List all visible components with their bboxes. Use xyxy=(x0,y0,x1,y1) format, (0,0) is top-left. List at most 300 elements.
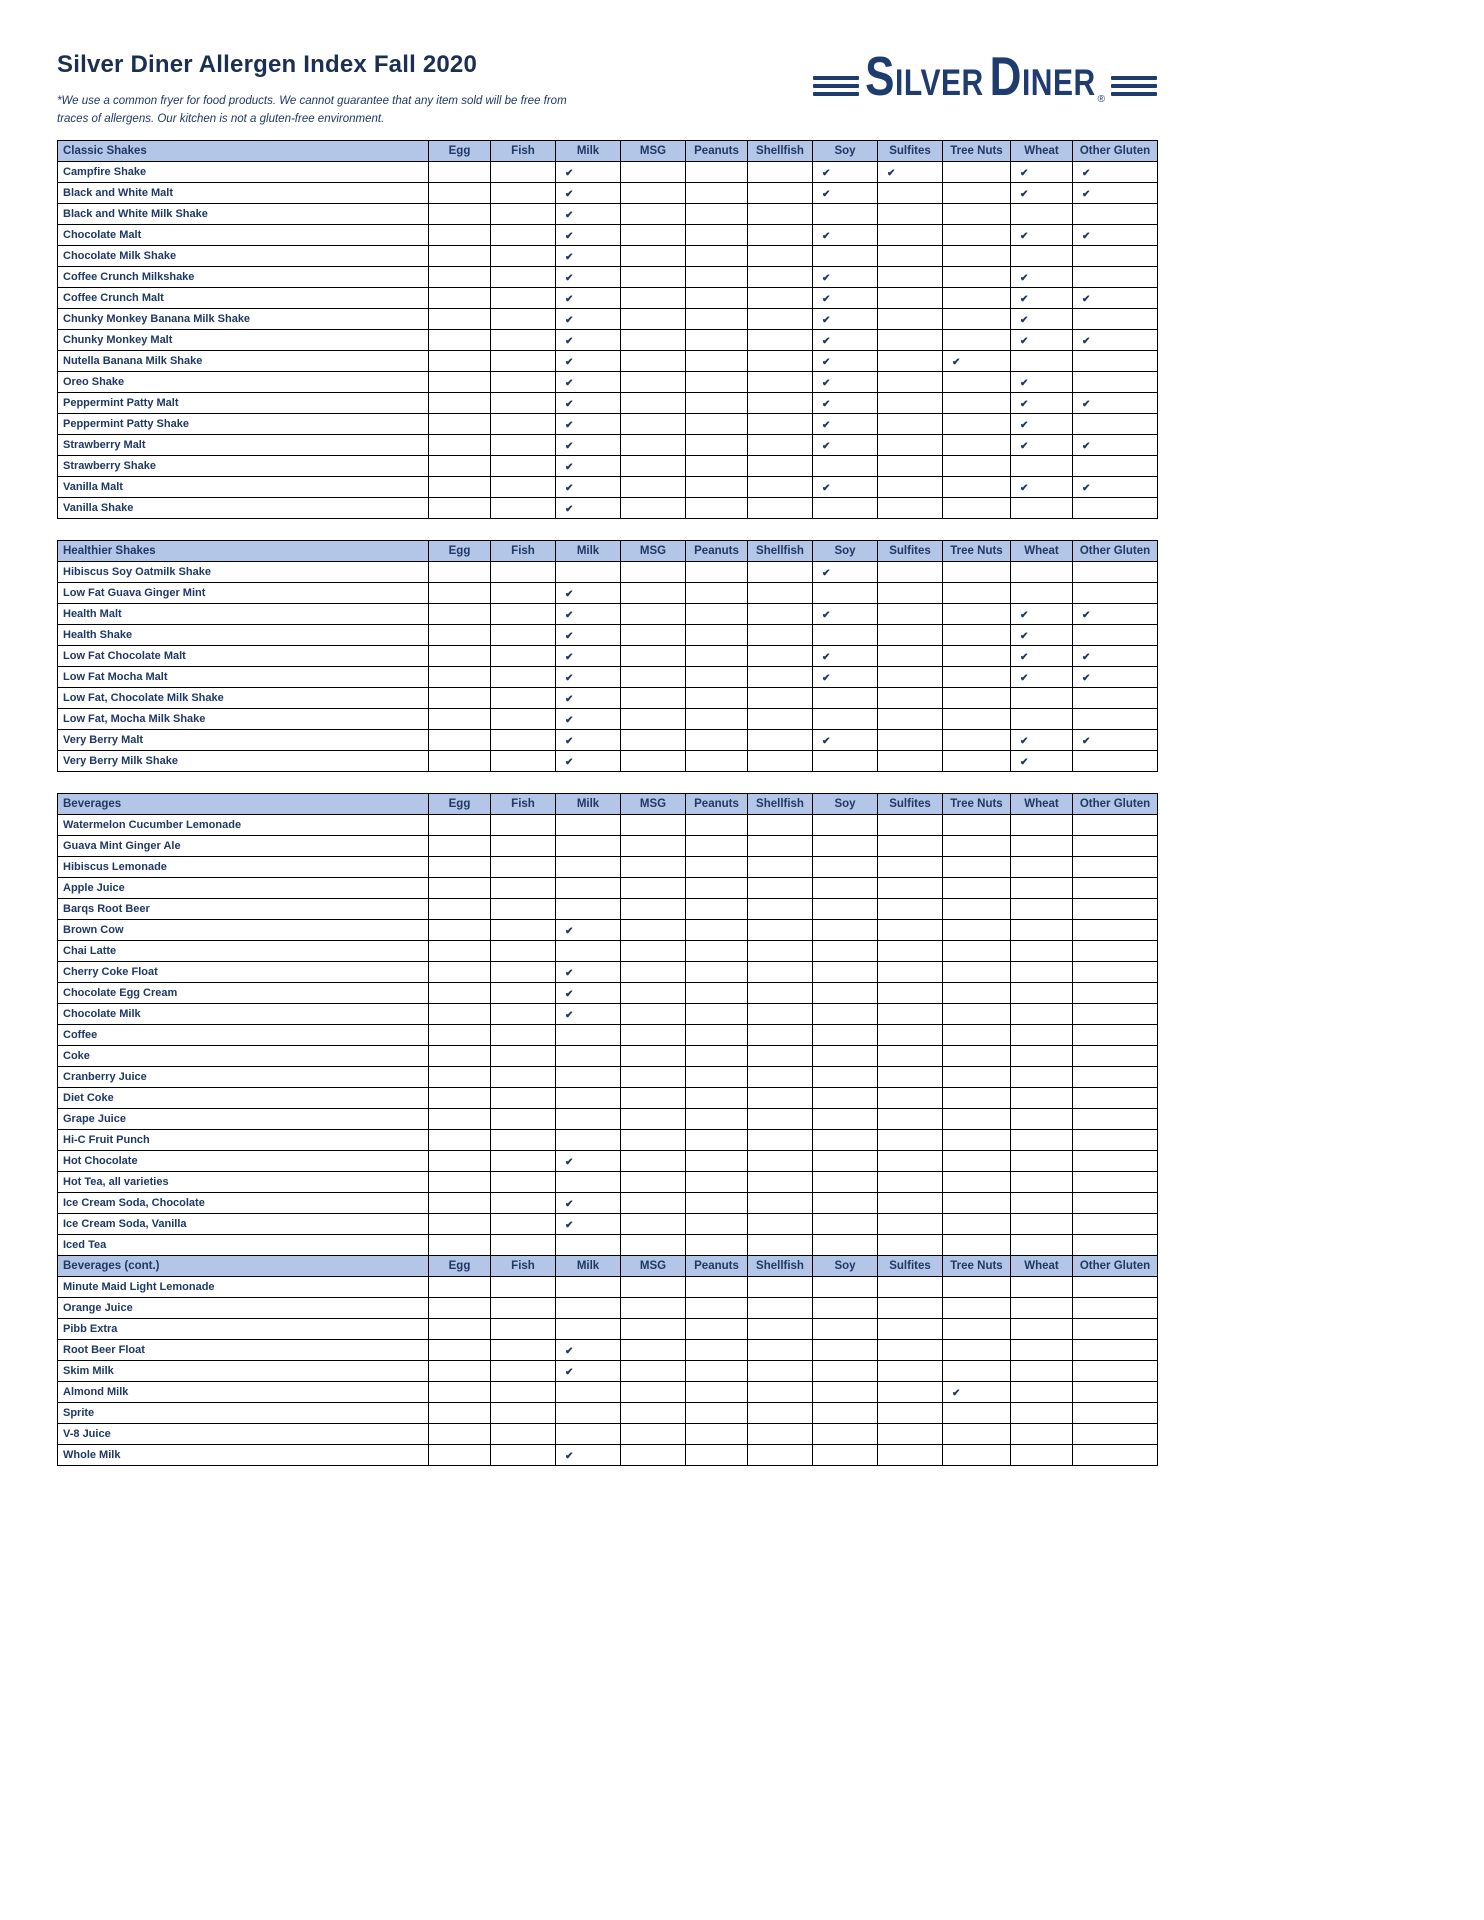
allergen-cell-msg-empty xyxy=(621,836,686,857)
check-icon: ✔ xyxy=(822,568,831,579)
allergen-cell-sulfites-empty xyxy=(878,1340,943,1361)
allergen-cell-shellfish-empty xyxy=(748,1235,813,1256)
allergen-cell-fish-empty xyxy=(491,962,556,983)
item-row-sprite xyxy=(58,1403,1158,1424)
logo-speed-lines-right-icon xyxy=(1111,76,1157,96)
allergen-cell-milk-checked xyxy=(556,625,621,646)
allergen-cell-soy-empty xyxy=(813,1340,878,1361)
item-row-almond-milk xyxy=(58,1382,1158,1403)
allergen-cell-soy-empty xyxy=(813,1445,878,1466)
allergen-cell-msg-empty xyxy=(621,1277,686,1298)
allergen-cell-peanuts-empty xyxy=(686,899,748,920)
item-row-hi-c-fruit-punch xyxy=(58,1130,1158,1151)
check-icon: ✔ xyxy=(1020,420,1029,431)
allergen-cell-tree-nuts-empty xyxy=(943,709,1011,730)
item-row-watermelon-cucumber-lemonade xyxy=(58,815,1158,836)
allergen-cell-wheat-checked xyxy=(1011,372,1073,393)
item-row-chocolate-milk xyxy=(58,1004,1158,1025)
item-name: V-8 Juice xyxy=(58,1424,429,1445)
allergen-cell-sulfites-empty xyxy=(878,246,943,267)
allergen-cell-other-gluten-empty xyxy=(1073,414,1158,435)
check-icon: ✔ xyxy=(1020,336,1029,347)
allergen-cell-msg-empty xyxy=(621,941,686,962)
allergen-cell-other-gluten-checked xyxy=(1073,162,1158,183)
allergen-cell-fish-empty xyxy=(491,1277,556,1298)
allergen-cell-egg-empty xyxy=(429,288,491,309)
item-row-v-8-juice xyxy=(58,1424,1158,1445)
logo-word: SILVER xyxy=(865,46,984,108)
allergen-cell-fish-empty xyxy=(491,583,556,604)
allergen-cell-fish-empty xyxy=(491,372,556,393)
item-row-peppermint-patty-malt xyxy=(58,393,1158,414)
allergen-cell-milk-checked xyxy=(556,498,621,519)
allergen-cell-sulfites-empty xyxy=(878,836,943,857)
allergen-cell-wheat-empty xyxy=(1011,1424,1073,1445)
allergen-cell-peanuts-empty xyxy=(686,204,748,225)
item-row-very-berry-milk-shake xyxy=(58,751,1158,772)
allergen-cell-shellfish-empty xyxy=(748,836,813,857)
allergen-cell-msg-empty xyxy=(621,351,686,372)
allergen-cell-tree-nuts-empty xyxy=(943,183,1011,204)
item-name: Chocolate Malt xyxy=(58,225,429,246)
allergen-cell-tree-nuts-empty xyxy=(943,836,1011,857)
allergen-cell-shellfish-empty xyxy=(748,941,813,962)
allergen-cell-fish-empty xyxy=(491,562,556,583)
column-header-milk: Milk xyxy=(556,794,621,815)
allergen-cell-peanuts-empty xyxy=(686,330,748,351)
allergen-cell-egg-empty xyxy=(429,983,491,1004)
item-row-black-and-white-milk-shake xyxy=(58,204,1158,225)
item-row-chocolate-milk-shake xyxy=(58,246,1158,267)
allergen-cell-tree-nuts-empty xyxy=(943,899,1011,920)
allergen-cell-egg-empty xyxy=(429,267,491,288)
allergen-cell-fish-empty xyxy=(491,498,556,519)
allergen-cell-egg-empty xyxy=(429,1445,491,1466)
allergen-cell-fish-empty xyxy=(491,730,556,751)
column-header-egg: Egg xyxy=(429,541,491,562)
allergen-cell-soy-checked xyxy=(813,183,878,204)
allergen-cell-peanuts-empty xyxy=(686,351,748,372)
column-header-egg: Egg xyxy=(429,794,491,815)
allergen-cell-milk-empty xyxy=(556,1319,621,1340)
allergen-cell-peanuts-empty xyxy=(686,709,748,730)
allergen-cell-tree-nuts-empty xyxy=(943,456,1011,477)
column-header-soy: Soy xyxy=(813,1256,878,1277)
allergen-cell-fish-empty xyxy=(491,477,556,498)
allergen-cell-soy-empty xyxy=(813,1193,878,1214)
check-icon: ✔ xyxy=(565,294,574,305)
allergen-cell-wheat-empty xyxy=(1011,1046,1073,1067)
allergen-cell-other-gluten-empty xyxy=(1073,1046,1158,1067)
allergen-cell-other-gluten-empty xyxy=(1073,1298,1158,1319)
section-title-healthier-shakes: Healthier Shakes xyxy=(58,541,429,562)
allergen-cell-milk-empty xyxy=(556,899,621,920)
allergen-cell-tree-nuts-empty xyxy=(943,562,1011,583)
allergen-cell-tree-nuts-empty xyxy=(943,646,1011,667)
column-header-wheat: Wheat xyxy=(1011,541,1073,562)
allergen-cell-msg-empty xyxy=(621,414,686,435)
allergen-cell-other-gluten-empty xyxy=(1073,983,1158,1004)
allergen-cell-sulfites-empty xyxy=(878,393,943,414)
item-name: Coffee Crunch Milkshake xyxy=(58,267,429,288)
allergen-cell-other-gluten-empty xyxy=(1073,625,1158,646)
allergen-cell-peanuts-empty xyxy=(686,162,748,183)
allergen-cell-egg-empty xyxy=(429,751,491,772)
allergen-cell-tree-nuts-empty xyxy=(943,625,1011,646)
allergen-cell-milk-empty xyxy=(556,1067,621,1088)
allergen-cell-wheat-checked xyxy=(1011,225,1073,246)
allergen-cell-tree-nuts-empty xyxy=(943,983,1011,1004)
allergen-cell-msg-empty xyxy=(621,1193,686,1214)
allergen-cell-tree-nuts-empty xyxy=(943,1004,1011,1025)
allergen-cell-other-gluten-empty xyxy=(1073,1025,1158,1046)
allergen-cell-peanuts-empty xyxy=(686,751,748,772)
item-name: Watermelon Cucumber Lemonade xyxy=(58,815,429,836)
allergen-cell-peanuts-empty xyxy=(686,225,748,246)
column-header-soy: Soy xyxy=(813,141,878,162)
allergen-cell-egg-empty xyxy=(429,162,491,183)
registered-trademark-icon: ® xyxy=(1097,94,1105,105)
allergen-cell-msg-empty xyxy=(621,709,686,730)
item-name: Black and White Milk Shake xyxy=(58,204,429,225)
check-icon: ✔ xyxy=(822,168,831,179)
allergen-cell-milk-checked xyxy=(556,351,621,372)
allergen-cell-soy-checked xyxy=(813,730,878,751)
allergen-cell-msg-empty xyxy=(621,1046,686,1067)
allergen-cell-shellfish-empty xyxy=(748,456,813,477)
check-icon: ✔ xyxy=(565,210,574,221)
allergen-cell-soy-empty xyxy=(813,1403,878,1424)
allergen-cell-tree-nuts-empty xyxy=(943,667,1011,688)
allergen-cell-tree-nuts-empty xyxy=(943,1340,1011,1361)
allergen-cell-wheat-checked xyxy=(1011,667,1073,688)
column-header-fish: Fish xyxy=(491,794,556,815)
allergen-cell-other-gluten-empty xyxy=(1073,1193,1158,1214)
allergen-cell-wheat-checked xyxy=(1011,646,1073,667)
allergen-cell-peanuts-empty xyxy=(686,1235,748,1256)
allergen-cell-wheat-checked xyxy=(1011,183,1073,204)
allergen-cell-sulfites-empty xyxy=(878,941,943,962)
allergen-cell-milk-empty xyxy=(556,1424,621,1445)
allergen-cell-msg-empty xyxy=(621,646,686,667)
item-name: Hot Chocolate xyxy=(58,1151,429,1172)
check-icon: ✔ xyxy=(565,715,574,726)
allergen-cell-msg-empty xyxy=(621,1424,686,1445)
item-row-skim-milk xyxy=(58,1361,1158,1382)
allergen-cell-peanuts-empty xyxy=(686,267,748,288)
item-name: Very Berry Malt xyxy=(58,730,429,751)
column-header-shellfish: Shellfish xyxy=(748,541,813,562)
allergen-cell-fish-empty xyxy=(491,435,556,456)
allergen-cell-tree-nuts-empty xyxy=(943,309,1011,330)
item-name: Guava Mint Ginger Ale xyxy=(58,836,429,857)
allergen-cell-wheat-empty xyxy=(1011,562,1073,583)
allergen-cell-sulfites-empty xyxy=(878,583,943,604)
allergen-cell-msg-empty xyxy=(621,393,686,414)
item-row-low-fat-chocolate-malt xyxy=(58,646,1158,667)
allergen-cell-other-gluten-empty xyxy=(1073,920,1158,941)
check-icon: ✔ xyxy=(565,315,574,326)
allergen-cell-sulfites-empty xyxy=(878,1088,943,1109)
allergen-cell-other-gluten-empty xyxy=(1073,1319,1158,1340)
allergen-cell-sulfites-empty xyxy=(878,1151,943,1172)
allergen-cell-tree-nuts-empty xyxy=(943,1214,1011,1235)
allergen-cell-egg-empty xyxy=(429,1298,491,1319)
item-name: Sprite xyxy=(58,1403,429,1424)
allergen-cell-tree-nuts-empty xyxy=(943,1361,1011,1382)
allergen-cell-milk-checked xyxy=(556,962,621,983)
item-row-barqs-root-beer xyxy=(58,899,1158,920)
allergen-cell-wheat-empty xyxy=(1011,583,1073,604)
check-icon: ✔ xyxy=(565,1010,574,1021)
column-header-sulfites: Sulfites xyxy=(878,794,943,815)
item-name: Very Berry Milk Shake xyxy=(58,751,429,772)
allergen-cell-wheat-checked xyxy=(1011,604,1073,625)
allergen-cell-peanuts-empty xyxy=(686,815,748,836)
allergen-cell-egg-empty xyxy=(429,498,491,519)
allergen-cell-msg-empty xyxy=(621,878,686,899)
section-header-row xyxy=(58,541,1158,562)
allergen-cell-milk-empty xyxy=(556,1088,621,1109)
allergen-cell-fish-empty xyxy=(491,1025,556,1046)
allergen-cell-tree-nuts-empty xyxy=(943,583,1011,604)
allergen-cell-soy-empty xyxy=(813,983,878,1004)
item-name: Hibiscus Lemonade xyxy=(58,857,429,878)
allergen-cell-wheat-empty xyxy=(1011,456,1073,477)
item-row-coffee-crunch-malt xyxy=(58,288,1158,309)
allergen-cell-tree-nuts-empty xyxy=(943,857,1011,878)
item-row-campfire-shake xyxy=(58,162,1158,183)
allergen-cell-msg-empty xyxy=(621,1361,686,1382)
logo-initial-cap: D xyxy=(989,46,1022,108)
item-row-health-shake xyxy=(58,625,1158,646)
allergen-cell-msg-empty xyxy=(621,1004,686,1025)
allergen-cell-other-gluten-empty xyxy=(1073,309,1158,330)
allergen-cell-sulfites-empty xyxy=(878,1382,943,1403)
allergen-cell-shellfish-empty xyxy=(748,857,813,878)
allergen-cell-wheat-empty xyxy=(1011,1361,1073,1382)
section-header-row xyxy=(58,794,1158,815)
allergen-cell-wheat-empty xyxy=(1011,1151,1073,1172)
item-name: Grape Juice xyxy=(58,1109,429,1130)
check-icon: ✔ xyxy=(565,610,574,621)
allergen-cell-milk-empty xyxy=(556,1109,621,1130)
item-row-minute-maid-light-lemonade xyxy=(58,1277,1158,1298)
item-row-chunky-monkey-banana-milk-shake xyxy=(58,309,1158,330)
allergen-cell-tree-nuts-empty xyxy=(943,1109,1011,1130)
allergen-cell-wheat-empty xyxy=(1011,709,1073,730)
allergen-cell-sulfites-empty xyxy=(878,709,943,730)
allergen-cell-egg-empty xyxy=(429,1004,491,1025)
column-header-wheat: Wheat xyxy=(1011,141,1073,162)
allergen-cell-peanuts-empty xyxy=(686,309,748,330)
column-header-tree-nuts: Tree Nuts xyxy=(943,541,1011,562)
allergen-cell-fish-empty xyxy=(491,1172,556,1193)
allergen-cell-wheat-empty xyxy=(1011,899,1073,920)
allergen-cell-soy-checked xyxy=(813,225,878,246)
allergen-cell-peanuts-empty xyxy=(686,498,748,519)
check-icon: ✔ xyxy=(952,357,961,368)
allergen-cell-egg-empty xyxy=(429,351,491,372)
allergen-cell-wheat-empty xyxy=(1011,1004,1073,1025)
column-header-other-gluten: Other Gluten xyxy=(1073,541,1158,562)
item-name: Health Malt xyxy=(58,604,429,625)
allergen-cell-soy-empty xyxy=(813,709,878,730)
allergen-cell-peanuts-empty xyxy=(686,435,748,456)
allergen-cell-shellfish-empty xyxy=(748,1109,813,1130)
allergen-cell-egg-empty xyxy=(429,857,491,878)
check-icon: ✔ xyxy=(565,694,574,705)
allergen-cell-soy-checked xyxy=(813,162,878,183)
allergen-cell-shellfish-empty xyxy=(748,330,813,351)
allergen-cell-soy-empty xyxy=(813,1130,878,1151)
allergen-cell-peanuts-empty xyxy=(686,1214,748,1235)
allergen-cell-other-gluten-checked xyxy=(1073,646,1158,667)
allergen-cell-wheat-empty xyxy=(1011,1088,1073,1109)
item-name: Almond Milk xyxy=(58,1382,429,1403)
allergen-cell-fish-empty xyxy=(491,899,556,920)
allergen-cell-sulfites-empty xyxy=(878,1214,943,1235)
allergen-cell-wheat-empty xyxy=(1011,1172,1073,1193)
check-icon: ✔ xyxy=(565,378,574,389)
allergen-cell-fish-empty xyxy=(491,709,556,730)
check-icon: ✔ xyxy=(1020,273,1029,284)
allergen-cell-wheat-checked xyxy=(1011,330,1073,351)
allergen-cell-shellfish-empty xyxy=(748,246,813,267)
allergen-cell-soy-empty xyxy=(813,1151,878,1172)
allergen-cell-other-gluten-checked xyxy=(1073,435,1158,456)
allergen-cell-egg-empty xyxy=(429,1088,491,1109)
item-row-chunky-monkey-malt xyxy=(58,330,1158,351)
check-icon: ✔ xyxy=(822,736,831,747)
allergen-cell-peanuts-empty xyxy=(686,1340,748,1361)
allergen-cell-egg-empty xyxy=(429,688,491,709)
allergen-cell-msg-empty xyxy=(621,330,686,351)
allergen-cell-wheat-empty xyxy=(1011,1319,1073,1340)
allergen-cell-egg-empty xyxy=(429,1361,491,1382)
allergen-cell-soy-empty xyxy=(813,815,878,836)
allergen-cell-fish-empty xyxy=(491,1067,556,1088)
allergen-cell-egg-empty xyxy=(429,204,491,225)
allergen-cell-sulfites-empty xyxy=(878,477,943,498)
allergen-cell-milk-checked xyxy=(556,1193,621,1214)
allergen-cell-fish-empty xyxy=(491,815,556,836)
item-row-hibiscus-lemonade xyxy=(58,857,1158,878)
check-icon: ✔ xyxy=(822,357,831,368)
allergen-cell-peanuts-empty xyxy=(686,604,748,625)
allergen-cell-egg-empty xyxy=(429,1151,491,1172)
allergen-cell-msg-empty xyxy=(621,1340,686,1361)
column-header-wheat: Wheat xyxy=(1011,1256,1073,1277)
item-row-low-fat-guava-ginger-mint xyxy=(58,583,1158,604)
check-icon: ✔ xyxy=(822,273,831,284)
allergen-cell-tree-nuts-empty xyxy=(943,330,1011,351)
allergen-cell-other-gluten-empty xyxy=(1073,1151,1158,1172)
allergen-cell-other-gluten-empty xyxy=(1073,1088,1158,1109)
allergen-cell-other-gluten-checked xyxy=(1073,330,1158,351)
allergen-cell-egg-empty xyxy=(429,477,491,498)
item-name: Skim Milk xyxy=(58,1361,429,1382)
allergen-cell-milk-empty xyxy=(556,878,621,899)
check-icon: ✔ xyxy=(565,1220,574,1231)
allergen-cell-egg-empty xyxy=(429,1235,491,1256)
allergen-cell-sulfites-empty xyxy=(878,857,943,878)
item-row-vanilla-malt xyxy=(58,477,1158,498)
allergen-cell-msg-empty xyxy=(621,1298,686,1319)
item-row-cherry-coke-float xyxy=(58,962,1158,983)
allergen-cell-peanuts-empty xyxy=(686,688,748,709)
allergen-cell-sulfites-empty xyxy=(878,1067,943,1088)
allergen-cell-soy-empty xyxy=(813,1067,878,1088)
allergen-cell-shellfish-empty xyxy=(748,1088,813,1109)
allergen-cell-peanuts-empty xyxy=(686,646,748,667)
allergen-cell-peanuts-empty xyxy=(686,1298,748,1319)
item-row-chocolate-malt xyxy=(58,225,1158,246)
allergen-cell-sulfites-empty xyxy=(878,920,943,941)
allergen-cell-other-gluten-empty xyxy=(1073,1277,1158,1298)
allergen-cell-wheat-empty xyxy=(1011,1277,1073,1298)
allergen-cell-msg-empty xyxy=(621,562,686,583)
item-row-peppermint-patty-shake xyxy=(58,414,1158,435)
allergen-cell-soy-checked xyxy=(813,604,878,625)
allergen-cell-shellfish-empty xyxy=(748,1151,813,1172)
allergen-cell-tree-nuts-empty xyxy=(943,1424,1011,1445)
allergen-cell-fish-empty xyxy=(491,688,556,709)
allergen-cell-egg-empty xyxy=(429,1130,491,1151)
allergen-cell-other-gluten-empty xyxy=(1073,372,1158,393)
check-icon: ✔ xyxy=(1082,652,1091,663)
disclaimer-note xyxy=(57,92,567,128)
allergen-cell-sulfites-empty xyxy=(878,351,943,372)
allergen-cell-wheat-empty xyxy=(1011,1340,1073,1361)
allergen-cell-soy-checked xyxy=(813,330,878,351)
section-title-beverages-cont: Beverages (cont.) xyxy=(58,1256,429,1277)
allergen-cell-shellfish-empty xyxy=(748,288,813,309)
allergen-cell-shellfish-empty xyxy=(748,1319,813,1340)
allergen-cell-milk-checked xyxy=(556,204,621,225)
allergen-cell-soy-empty xyxy=(813,1235,878,1256)
allergen-cell-soy-empty xyxy=(813,1277,878,1298)
allergen-cell-shellfish-empty xyxy=(748,667,813,688)
item-name: Whole Milk xyxy=(58,1445,429,1466)
allergen-cell-soy-empty xyxy=(813,583,878,604)
allergen-cell-msg-empty xyxy=(621,1319,686,1340)
check-icon: ✔ xyxy=(1020,483,1029,494)
item-name: Low Fat Guava Ginger Mint xyxy=(58,583,429,604)
check-icon: ✔ xyxy=(1082,483,1091,494)
allergen-cell-soy-checked xyxy=(813,646,878,667)
check-icon: ✔ xyxy=(1082,610,1091,621)
logo-word: DINER xyxy=(989,46,1096,108)
allergen-cell-egg-empty xyxy=(429,435,491,456)
allergen-cell-peanuts-empty xyxy=(686,393,748,414)
allergen-cell-other-gluten-checked xyxy=(1073,225,1158,246)
allergen-cell-egg-empty xyxy=(429,246,491,267)
allergen-cell-msg-empty xyxy=(621,1025,686,1046)
allergen-cell-shellfish-empty xyxy=(748,878,813,899)
allergen-cell-fish-empty xyxy=(491,1319,556,1340)
allergen-cell-other-gluten-checked xyxy=(1073,730,1158,751)
check-icon: ✔ xyxy=(565,652,574,663)
item-row-hibiscus-soy-oatmilk-shake xyxy=(58,562,1158,583)
allergen-cell-other-gluten-empty xyxy=(1073,688,1158,709)
allergen-cell-soy-empty xyxy=(813,962,878,983)
allergen-cell-fish-empty xyxy=(491,751,556,772)
allergen-cell-milk-empty xyxy=(556,815,621,836)
allergen-cell-wheat-checked xyxy=(1011,414,1073,435)
allergen-cell-peanuts-empty xyxy=(686,1445,748,1466)
allergen-cell-soy-checked xyxy=(813,288,878,309)
